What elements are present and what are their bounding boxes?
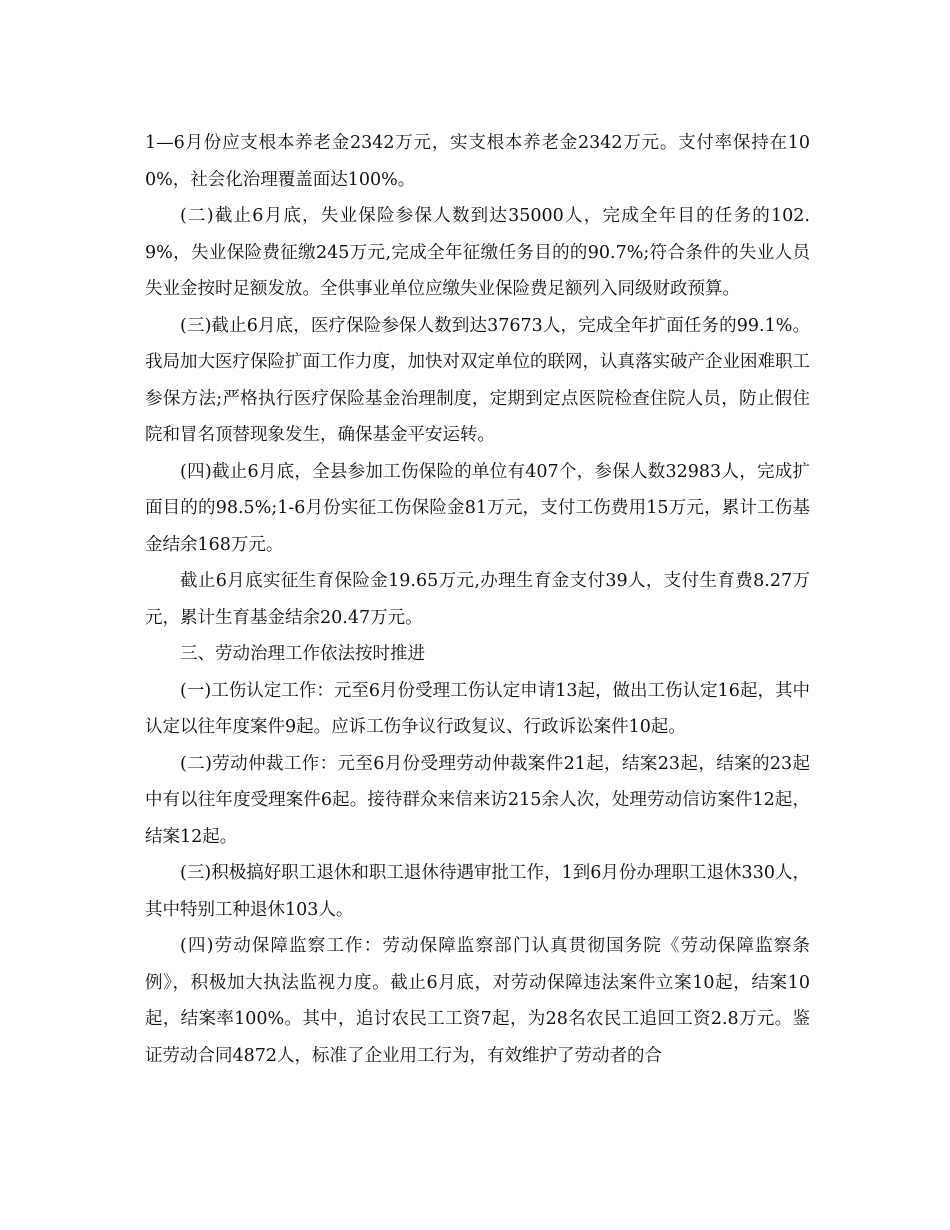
paragraph-medical-insurance: (三)截止6月底，医疗保险参保人数到达37673人，完成全年扩面任务的99.1%。我局加大医疗保险扩面工作力度，加快对双定单位的联网，认真落实破产企业困难职工参保方法;严格执行医疗保险基金治理制度，定期到定点医院检查住院人员，防止假住院和冒名顶替现象发生，确保基金平安运转。 [145, 315, 810, 445]
paragraph-labor-inspection: (四)劳动保障监察工作：劳动保障监察部门认真贯彻国务院《劳动保障监察条例》，积极加大执法监视力度。截止6月底，对劳动保障违法案件立案10起，结案10起，结案率100%。其中，追讨农民工工资7起，为28名农民工追回工资2.8万元。鉴证劳动合同4872人，标准了企业用工行为，有效维护了劳动者的合 [145, 936, 810, 1066]
paragraph-injury-insurance: (四)截止6月底，全县参加工伤保险的单位有407个，参保人数32983人，完成扩面目的的98.5%;1-6月份实征工伤保险金81万元，支付工伤费用15万元，累计工伤基金结余168万元。 [145, 461, 810, 555]
paragraph-retirement-approval: (三)积极搞好职工退休和职工退休待遇审批工作，1到6月份办理职工退休330人，其中特别工种退休103人。 [145, 863, 810, 920]
paragraph-injury-determination: (一)工伤认定工作：元至6月份受理工伤认定申请13起，做出工伤认定16起，其中认定以往年度案件9起。应诉工伤争议行政复议、行政诉讼案件10起。 [145, 680, 810, 737]
paragraph-pension: 1—6月份应支根本养老金2342万元，实支根本养老金2342万元。支付率保持在100%，社会化治理覆盖面达100%。 [145, 133, 810, 190]
document-body [145, 125, 810, 1074]
paragraph-unemployment-insurance: (二)截止6月底，失业保险参保人数到达35000人，完成全年目的任务的102.9%，失业保险费征缴245万元,完成全年征缴任务目的的90.7%;符合条件的失业人员失业金按时足额发放。全供事业单位应缴失业保险费足额列入同级财政预算。 [145, 206, 810, 299]
paragraph-maternity-insurance: 截止6月底实征生育保险金19.65万元,办理生育金支付39人，支付生育费8.27万元，累计生育基金结余20.47万元。 [145, 571, 810, 628]
section-heading-labor-management: 三、劳动治理工作依法按时推进 [180, 644, 425, 664]
paragraph-labor-arbitration: (二)劳动仲裁工作：元至6月份受理劳动仲裁案件21起，结案23起，结案的23起中有以往年度受理案件6起。接待群众来信来访215余人次，处理劳动信访案件12起，结案12起。 [145, 753, 810, 847]
